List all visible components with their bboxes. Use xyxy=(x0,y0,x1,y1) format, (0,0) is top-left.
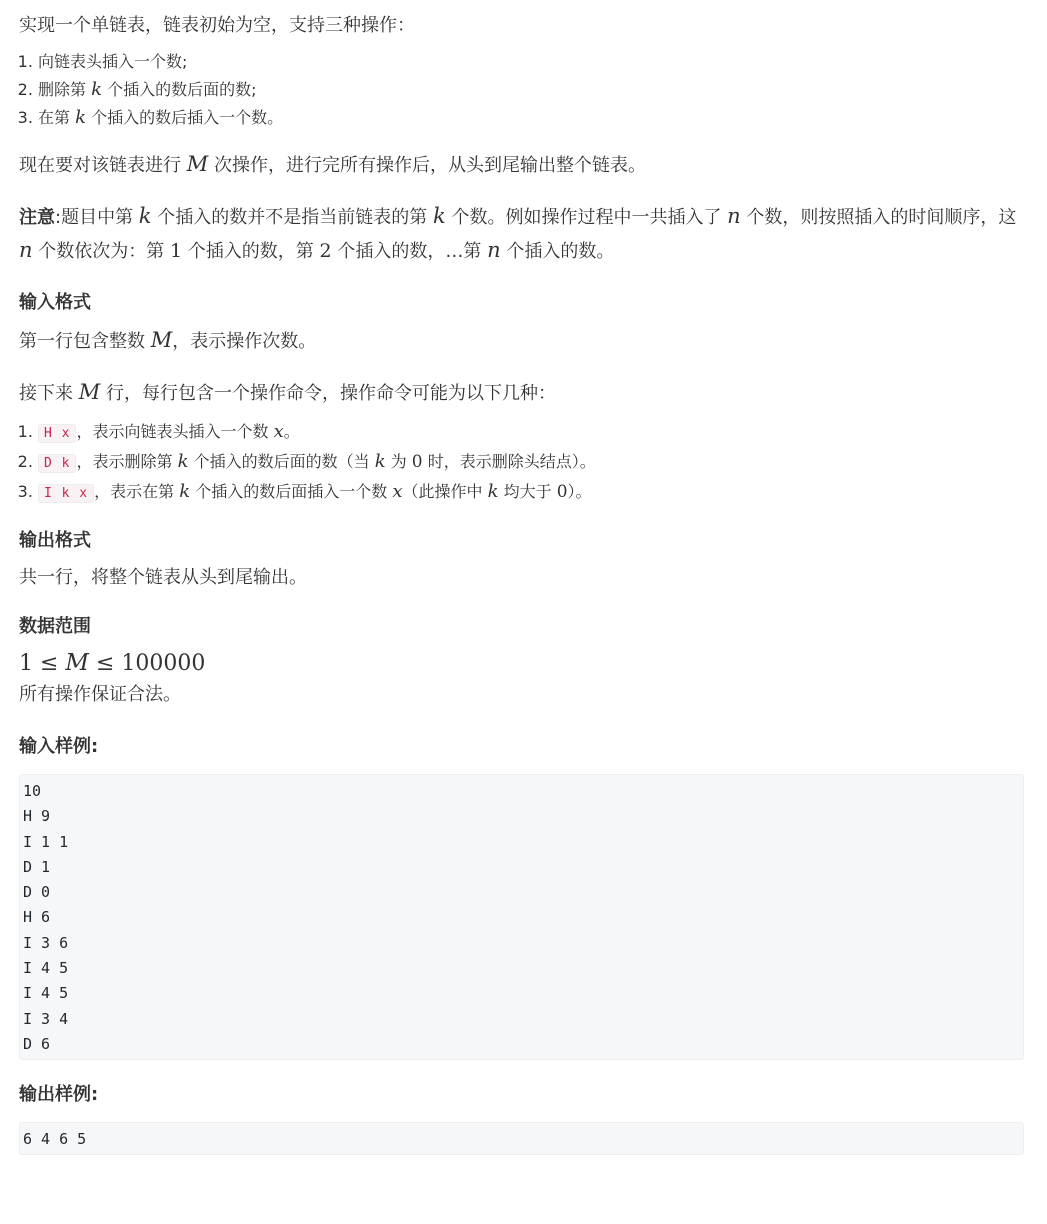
sample-input-heading: 输入样例: xyxy=(19,736,99,757)
sample-input-code: 10 H 9 I 1 1 D 1 D 0 H 6 I 3 6 I 4 5 I 4 5 I 3 4 D 6 xyxy=(19,774,1024,1060)
list-item: 2. D k ，表示删除第 k 个插入的数后面的数（当 k 为 0 时，表示删除头结点）。 xyxy=(38,448,1024,478)
data-range-text: 所有操作保证合法。 xyxy=(19,684,181,705)
list-item: 3. I k x ，表示在第 k 个插入的数后面插入一个数 x（此操作中 k 均大于 0）。 xyxy=(38,478,1024,508)
inline-code: H x xyxy=(38,424,76,443)
math-var: k xyxy=(75,107,87,128)
note-label: 注意 xyxy=(19,207,55,228)
data-range-formula: 1 ≤ M ≤ 100000 xyxy=(19,650,206,676)
output-format-heading: 输出格式 xyxy=(19,530,91,551)
math-var: k xyxy=(91,79,103,100)
operation-list xyxy=(19,48,1024,132)
list-item: 1. 向链表头插入一个数; xyxy=(38,48,1024,76)
list-item: 2. 删除第 k 个插入的数后面的数; xyxy=(38,76,1024,104)
math-var: M xyxy=(186,152,209,176)
inline-code: I k x xyxy=(38,484,94,503)
data-range-heading: 数据范围 xyxy=(19,616,91,637)
intro-lead: 实现一个单链表，链表初始为空，支持三种操作： xyxy=(19,15,415,36)
list-item: 1. H x ，表示向链表头插入一个数 x。 xyxy=(38,418,1024,448)
note-paragraph: 注意:题目中第 k 个插入的数并不是指当前链表的第 k 个数。例如操作过程中一共插入了 n 个数，则按照插入的时间顺序，这 n 个数依次为：第 1 个插入的数，第 2 个插入的数，…第 n 个插入的数。 xyxy=(19,204,1017,262)
input-format-line1: 第一行包含整数 M，表示操作次数。 xyxy=(19,328,317,352)
output-format-text: 共一行，将整个链表从头到尾输出。 xyxy=(19,567,307,588)
inline-code: D k xyxy=(38,454,76,473)
input-format-line2: 接下来 M 行，每行包含一个操作命令，操作命令可能为以下几种： xyxy=(19,380,556,404)
intro-operations-line: 现在要对该链表进行 M 次操作，进行完所有操作后，从头到尾输出整个链表。 xyxy=(19,152,646,176)
input-format-heading: 输入格式 xyxy=(19,292,91,313)
sample-output-heading: 输出样例: xyxy=(19,1084,99,1105)
command-list xyxy=(19,418,1024,508)
sample-output-code: 6 4 6 5 xyxy=(19,1122,1024,1155)
list-item: 3. 在第 k 个插入的数后插入一个数。 xyxy=(38,104,1024,132)
